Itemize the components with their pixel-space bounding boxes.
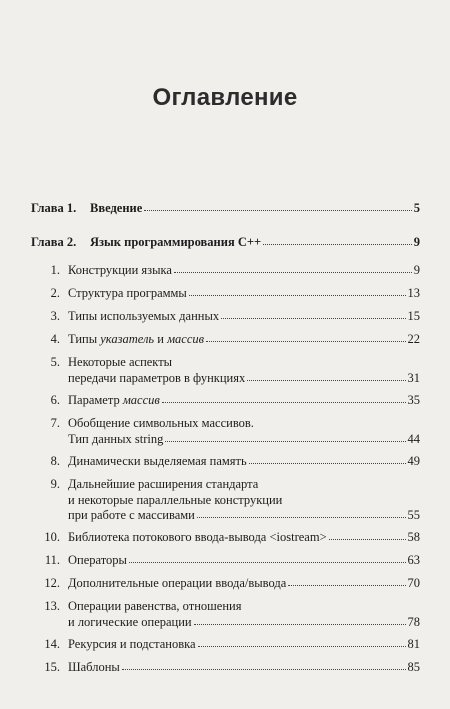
section-page: 15 — [407, 309, 420, 323]
section-number: 8. — [50, 454, 60, 468]
leader-dots — [206, 331, 405, 342]
section-page: 81 — [407, 637, 420, 651]
section-page: 22 — [407, 332, 420, 346]
chapter-title: Введение — [90, 201, 143, 215]
section-page: 70 — [407, 576, 420, 590]
section-number: 9. — [50, 477, 60, 491]
section-title: Рекурсия и подстановка — [68, 637, 196, 651]
section-title: Библиотека потокового ввода-вывода <iostream> — [68, 530, 327, 544]
section-title-line: Обобщение символьных массивов. — [68, 416, 254, 430]
leader-dots — [288, 575, 405, 586]
chapter-page: 9 — [413, 235, 420, 249]
section-number: 11. — [44, 553, 60, 567]
section-number: 6. — [50, 393, 60, 407]
section-number: 1. — [50, 263, 60, 277]
section-title-line: и логические операции — [68, 614, 192, 629]
section-page: 9 — [413, 263, 420, 277]
leader-dots — [194, 614, 406, 625]
chapter-page: 5 — [413, 201, 420, 215]
section-title-line: Операции равенства, отношения — [68, 599, 242, 613]
section-page: 49 — [407, 454, 420, 468]
leader-dots — [122, 659, 406, 670]
section-page: 31 — [407, 370, 420, 385]
section-number: 12. — [44, 576, 60, 590]
section-number: 14. — [44, 637, 60, 651]
section-title-line: и некоторые параллельные конструкции — [68, 492, 283, 507]
leader-dots — [162, 392, 406, 403]
leader-dots — [165, 431, 405, 442]
leader-dots — [197, 507, 406, 518]
section-title: Операторы — [68, 553, 127, 567]
leader-dots — [249, 453, 406, 464]
chapter-label: Глава 1. — [31, 201, 77, 215]
page-title: Оглавление — [152, 84, 298, 111]
section-number: 7. — [50, 416, 60, 430]
section-number: 10. — [44, 530, 60, 544]
section-number: 5. — [50, 355, 60, 369]
leader-dots — [174, 262, 412, 273]
section-title-line: Некоторые аспекты — [68, 355, 173, 369]
leader-dots — [263, 234, 412, 245]
section-number: 2. — [50, 286, 60, 300]
section-title-line: при работе с массивами — [68, 508, 195, 522]
section-number: 4. — [50, 332, 60, 346]
section-title-line: передачи параметров в функциях — [68, 370, 246, 385]
section-page: 58 — [407, 530, 420, 544]
section-page: 63 — [407, 553, 420, 567]
section-number: 13. — [44, 599, 60, 613]
leader-dots — [189, 285, 406, 296]
section-page: 78 — [407, 614, 420, 629]
section-title: Шаблоны — [68, 660, 120, 674]
section-title: Динамически выделяемая память — [68, 454, 247, 468]
section-title: Конструкции языка — [68, 263, 172, 277]
leader-dots — [329, 529, 406, 540]
section-page: 55 — [407, 508, 420, 522]
section-number: 15. — [44, 660, 60, 674]
section-page: 85 — [407, 660, 420, 674]
section-page: 13 — [407, 286, 420, 300]
leader-dots — [129, 552, 406, 563]
chapter-label: Глава 2. — [31, 235, 77, 249]
section-number: 3. — [50, 309, 60, 323]
leader-dots — [221, 308, 405, 319]
section-title: Дополнительные операции ввода/вывода — [68, 576, 287, 590]
section-page: 44 — [407, 431, 420, 446]
section-title: Типы используемых данных — [68, 309, 220, 323]
leader-dots — [144, 200, 411, 211]
chapter-title: Язык программирования C++ — [90, 235, 262, 249]
section-title: Типы указатель и массив — [68, 332, 205, 346]
section-title-line: Дальнейшие расширения стандарта — [68, 477, 259, 491]
section-title: Структура программы — [68, 286, 187, 300]
leader-dots — [247, 370, 405, 381]
section-title: Параметр массив — [68, 393, 160, 407]
section-title-line: Тип данных string — [68, 431, 164, 446]
section-page: 35 — [407, 393, 420, 407]
leader-dots — [198, 636, 406, 647]
